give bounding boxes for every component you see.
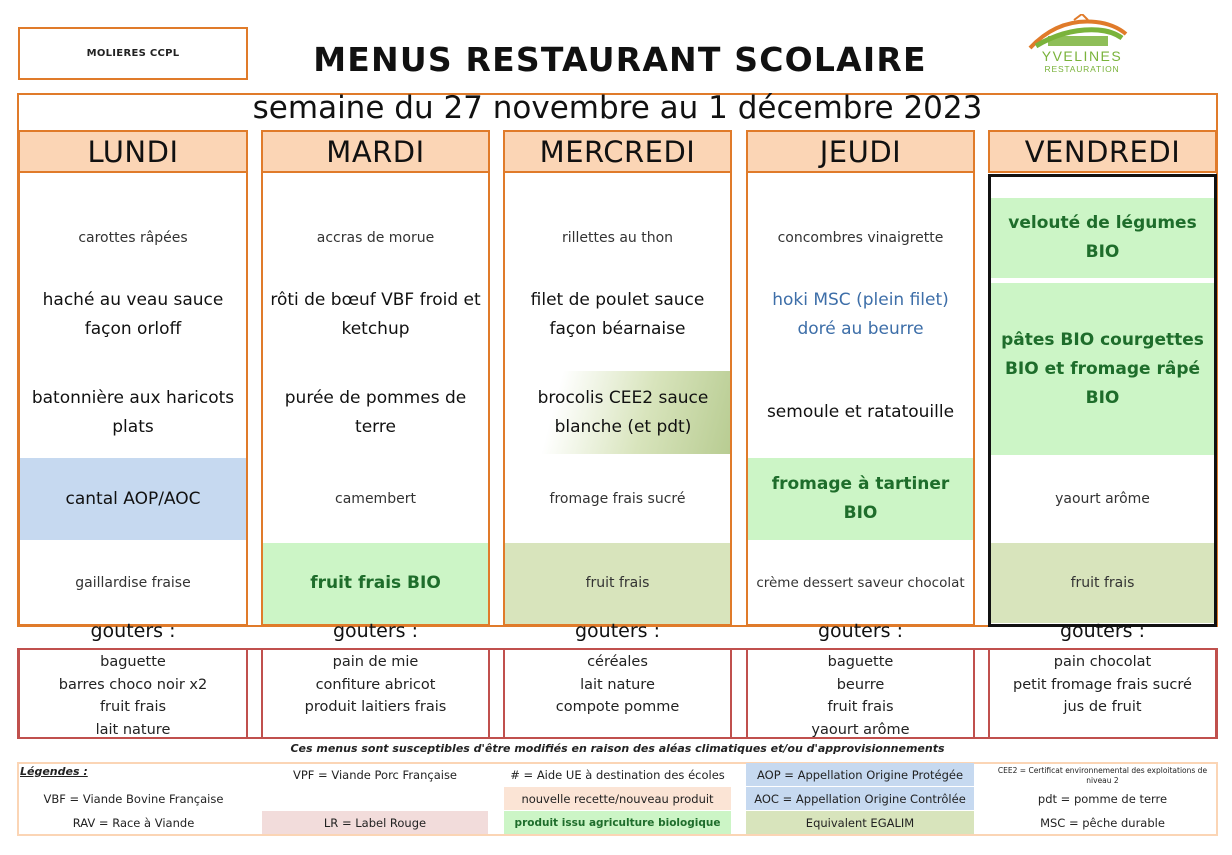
legend-title: Légendes :: [20, 765, 88, 778]
legend-rav: RAV = Race à Viande: [72, 815, 195, 830]
accompagnement-jeudi: semoule et ratatouille: [766, 402, 955, 422]
day-header-vendredi: VENDREDI: [988, 130, 1217, 173]
gouter-item: produit laitiers frais: [304, 699, 447, 715]
week-title: semaine du 27 novembre au 1 décembre 2023: [252, 90, 983, 126]
entree-mardi: accras de morue: [316, 229, 435, 246]
legend-vpf: VPF = Viande Porc Française: [292, 767, 458, 782]
accompagnement-lundi: batonnière aux haricots plats: [31, 387, 235, 437]
dessert-mardi: fruit frais BIO: [263, 543, 488, 624]
legend-msc: MSC = pêche durable: [1040, 815, 1165, 830]
gouter-list-lundi: [18, 648, 248, 739]
gouter-label-mardi: gouters :: [332, 620, 419, 642]
gouter-item: confiture abricot: [315, 676, 436, 693]
legend-aop: AOP = Appellation Origine Protégée: [746, 763, 974, 786]
day-header-lundi: LUNDI: [18, 130, 248, 173]
gouter-item: baguette: [827, 654, 894, 670]
accompagnement-mardi: purée de pommes de terre: [284, 387, 467, 437]
fromage-vendredi: yaourt arôme: [1055, 490, 1150, 507]
gouter-label-mercredi: gouters :: [574, 620, 661, 642]
gouter-item: yaourt arôme: [811, 721, 910, 738]
legend-nouvelle-recette: nouvelle recette/nouveau produit: [504, 787, 731, 810]
entree-vendredi: velouté de légumes BIO: [991, 198, 1214, 278]
school-name: MOLIERES CCPL: [18, 27, 248, 80]
legend-aide-ue: # = Aide UE à destination des écoles: [510, 767, 725, 782]
gouter-list-jeudi: [746, 648, 975, 739]
gouter-label-jeudi: gouters :: [817, 620, 904, 642]
gouter-item: pain de mie: [332, 654, 419, 670]
gouter-item: céréales: [587, 654, 648, 670]
plat-jeudi: hoki MSC (plein filet) doré au beurre: [772, 290, 949, 339]
legend-egalim: Equivalent EGALIM: [746, 811, 974, 834]
gouter-item: pain chocolat: [1053, 654, 1152, 670]
gouter-item: lait nature: [95, 721, 171, 738]
entree-mercredi: rillettes au thon: [561, 229, 674, 246]
gouter-item: jus de fruit: [1063, 699, 1142, 715]
legend-vbf: VBF = Viande Bovine Française: [43, 791, 224, 806]
gouter-item: fruit frais: [99, 699, 167, 715]
gouter-item: baguette: [100, 654, 166, 670]
gouter-item: compote pomme: [555, 699, 680, 715]
logo-subtext: RESTAURATION: [1044, 64, 1120, 74]
gouter-label-lundi: gouters :: [90, 620, 176, 642]
gouter-item: beurre: [836, 676, 885, 693]
gouter-item: petit fromage frais sucré: [1013, 676, 1192, 693]
legend-aoc: AOC = Appellation Origine Contrôlée: [746, 787, 974, 810]
fromage-mercredi: fromage frais sucré: [549, 490, 686, 507]
dessert-jeudi: crème dessert saveur chocolat: [756, 575, 965, 591]
entree-jeudi: concombres vinaigrette: [777, 229, 944, 246]
gouter-item: barres choco noir x2: [58, 676, 208, 693]
gouter-item: lait nature: [580, 676, 655, 693]
day-header-jeudi: JEUDI: [746, 130, 975, 173]
fromage-mardi: camembert: [335, 490, 416, 507]
disclaimer: Ces menus sont susceptibles d'être modifiés en raison des aléas climatiques et/ou d'approvisionnements: [290, 742, 945, 755]
legend-pdt: pdt = pomme de terre: [1037, 791, 1168, 806]
plat-mardi: rôti de bœuf VBF froid et ketchup: [270, 290, 481, 339]
plat-lundi: haché au veau sauce façon orloff: [42, 290, 224, 339]
day-header-mercredi: MERCREDI: [503, 130, 732, 173]
dessert-vendredi: fruit frais: [991, 543, 1214, 623]
legend-bio: produit issu agriculture biologique: [504, 811, 731, 834]
gouter-list-mardi: [261, 648, 490, 739]
gouter-list-mercredi: [503, 648, 732, 739]
fromage-jeudi: fromage à tartiner BIO: [748, 458, 973, 540]
gouter-label-vendredi: gouters :: [1059, 620, 1146, 642]
fromage-lundi: cantal AOP/AOC: [20, 458, 246, 540]
plat-vendredi: pâtes BIO courgettes BIO et fromage râpé BIO: [991, 283, 1214, 455]
entree-lundi: carottes râpées: [78, 229, 188, 246]
gouter-item: fruit frais: [827, 699, 894, 715]
logo-text: YVELINES: [1041, 48, 1123, 64]
accompagnement-mercredi: brocolis CEE2 sauce blanche (et pdt): [516, 371, 730, 454]
legend-cee2: CEE2 = Certificat environnemental des exploitations de niveau 2: [997, 766, 1208, 785]
page-title: MENUS RESTAURANT SCOLAIRE: [313, 40, 927, 79]
gouter-list-vendredi: [988, 648, 1217, 739]
plat-mercredi: filet de poulet sauce façon béarnaise: [530, 290, 705, 339]
dessert-mercredi: fruit frais: [505, 543, 730, 624]
legend-label-rouge: LR = Label Rouge: [262, 811, 488, 834]
dessert-lundi: gaillardise fraise: [75, 575, 191, 591]
day-header-mardi: MARDI: [261, 130, 490, 173]
